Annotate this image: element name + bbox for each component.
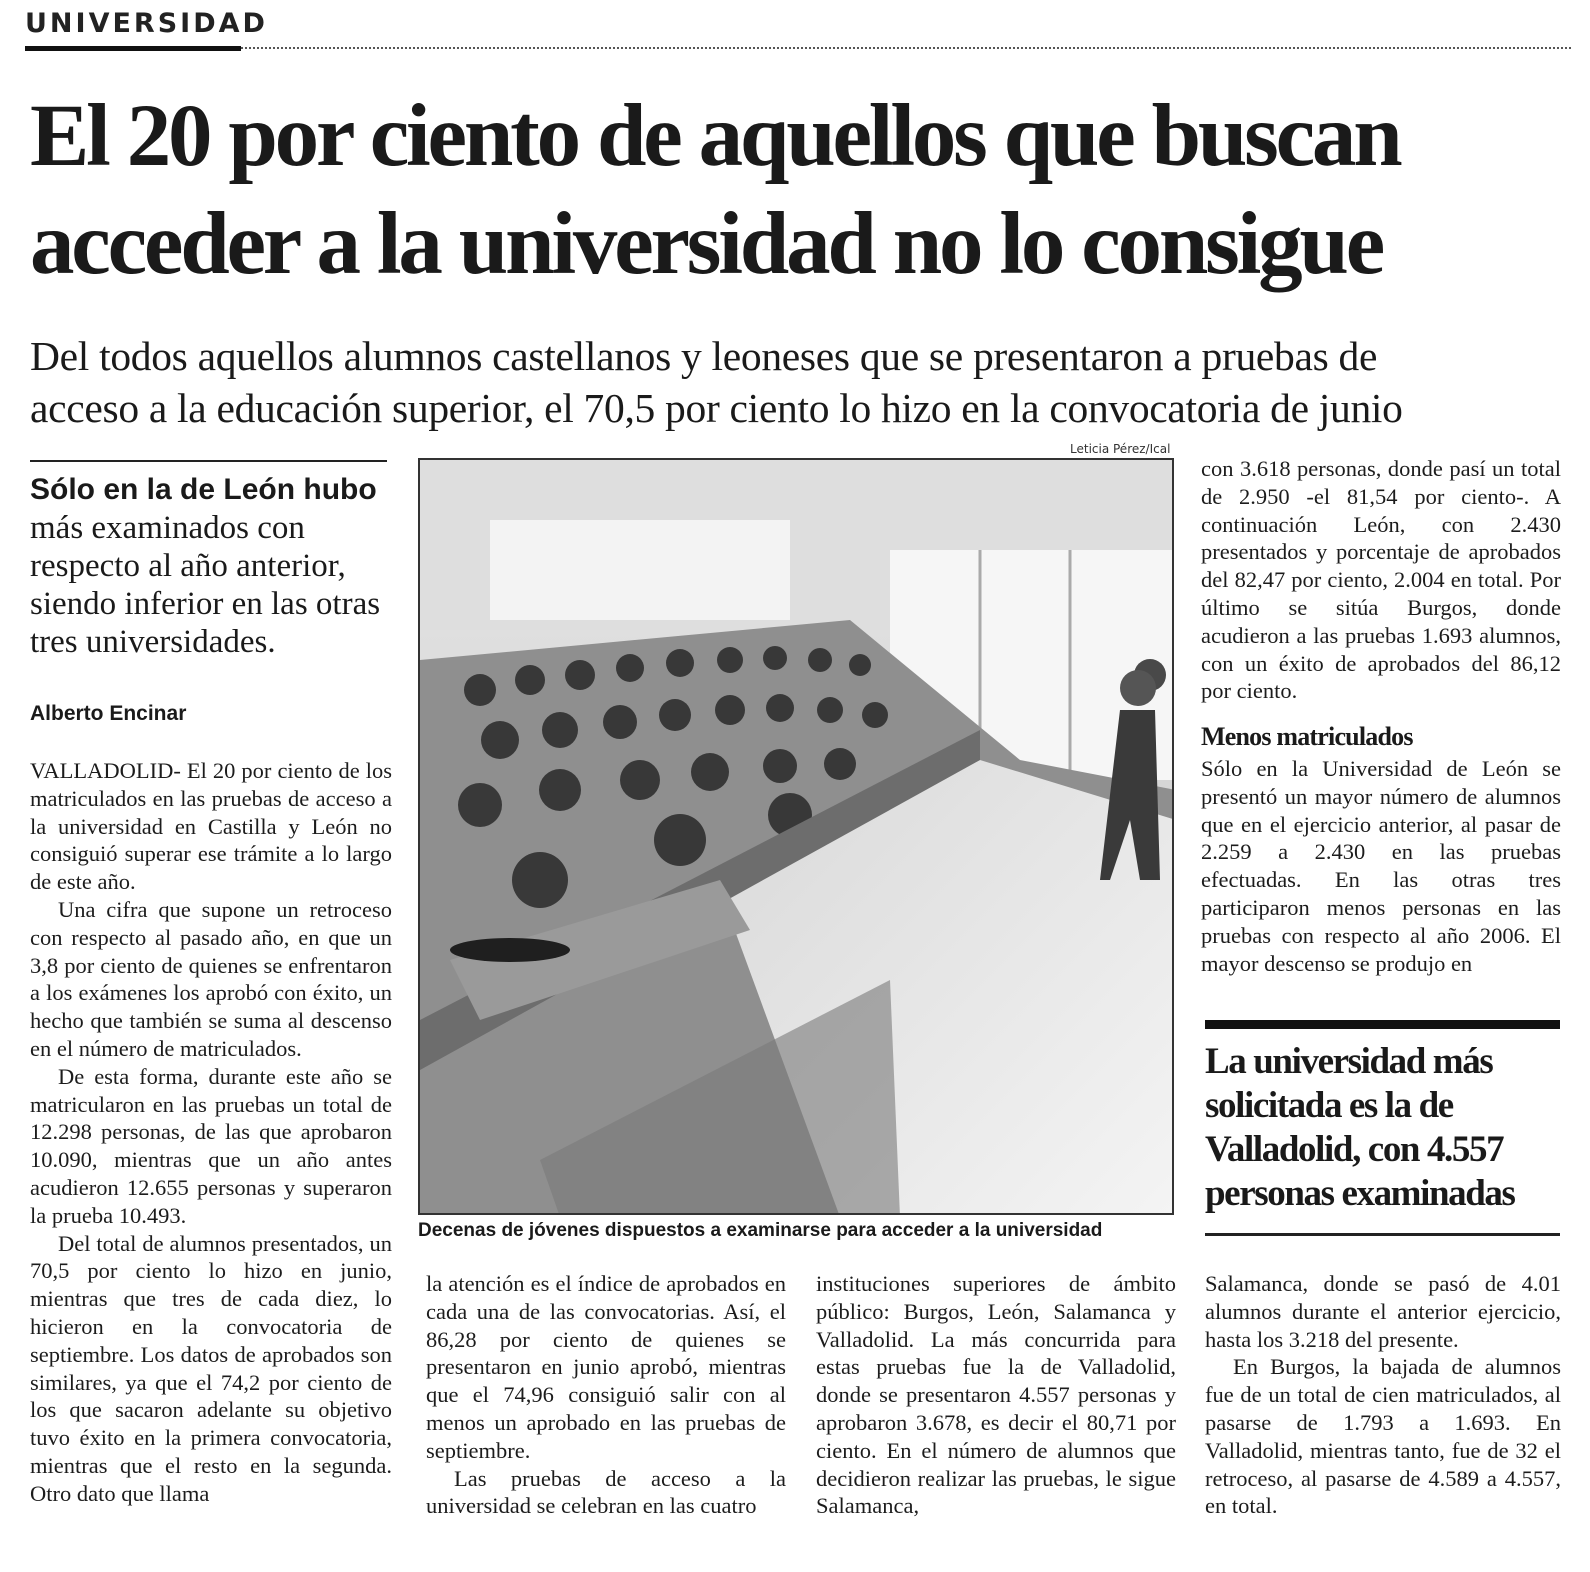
lead-text: más examinados con respecto al año anterior, siendo inferior en las otras tres universidades. — [30, 510, 381, 660]
article-column-1 — [30, 757, 392, 1508]
section-label: UNIVERSIDAD — [25, 8, 268, 39]
lead-summary — [30, 470, 392, 661]
author-byline: Alberto Encinar — [30, 702, 187, 725]
paragraph: De esta forma, durante este año se matricularon en las pruebas un total de 12.298 personas, de las que aprobaron 10.090, mientras que un año antes acudieron 12.655 personas y superaron la prueba 10.493. — [30, 1063, 392, 1228]
subhead-line-1: Del todos aquellos alumnos castellanos y leoneses que se presentaron a pruebas de — [30, 333, 1378, 379]
subheadline — [30, 330, 1575, 434]
paragraph: Del total de alumnos presentados, un 70,5 por ciento lo hizo en junio, mientras que tres de cada diez, lo hicieron en la convocatoria de septiembre. Los datos de aprobados son similares, ya que el 74,2 por ciento de los que sacaron adelante su objetivo tuvo éxito en la primera convocatoria, mientras que el resto en la segunda. Otro dato que llama — [30, 1230, 392, 1506]
paragraph: con 3.618 personas, donde pasí un total de 2.950 -el 81,54 por ciento-. A continuación León, con 2.430 presentados y porcentaje de aprobados del 82,47 por ciento, 2.004 en total. Por último se sitúa Burgos, donde acudieron a las pruebas 1.693 alumnos, con un éxito de aprobados del 86,12 por ciento. — [1201, 456, 1561, 704]
headline-line-1: El 20 por ciento de aquellos que buscan — [30, 87, 1400, 185]
article-column-4-middle — [1201, 755, 1561, 977]
section-rule — [25, 46, 241, 51]
photo-caption: Decenas de jóvenes dispuestos a examinarse para acceder a la universidad — [418, 1220, 1103, 1241]
top-divider — [241, 47, 1571, 49]
subhead-line-2: acceso a la educación superior, el 70,5 por ciento lo hizo en la convocatoria de junio — [30, 385, 1403, 431]
photo-credit: Leticia Pérez/Ical — [1070, 442, 1171, 456]
paragraph: Sólo en la Universidad de León se presentó un mayor número de alumnos que en el ejercicio anterior, al pasar de 2.259 a 2.430 en las pruebas efectuadas. En las otras tres participaron menos personas en las pruebas con respecto al año 2006. El mayor descenso se produjo en — [1201, 756, 1561, 976]
headline — [30, 82, 1575, 298]
article-column-2 — [426, 1270, 786, 1520]
lead-rule — [30, 460, 387, 462]
article-column-4-bottom — [1205, 1270, 1561, 1520]
paragraph: instituciones superiores de ámbito público: Burgos, León, Salamanca y Valladolid. La más concurrida para estas pruebas fue la de Valladolid, donde se presentaron 4.557 personas y aprobaron 3.678, es decir el 80,71 por ciento. En el número de alumnos que decidieron realizar las pruebas, le sigue Salamanca, — [816, 1271, 1176, 1519]
exam-hall-photo-illustration — [420, 460, 1174, 1215]
paragraph: Las pruebas de acceso a la universidad se celebran en las cuatro — [426, 1465, 786, 1519]
headline-line-2: acceder a la universidad no lo consigue — [30, 195, 1383, 293]
paragraph: VALLADOLID- El 20 por ciento de los matriculados en las pruebas de acceso a la universidad en Castilla y León no consiguió superar ese trámite a lo largo de este año. — [30, 758, 392, 895]
lead-bold: Sólo en la de León hubo — [30, 473, 377, 506]
highlight-quote: La universidad más solicitada es la de Valladolid, con 4.557 personas examinadas — [1205, 1041, 1515, 1214]
paragraph: Salamanca, donde se pasó de 4.01 alumnos durante el anterior ejercicio, hasta los 3.218 del presente. — [1205, 1271, 1561, 1352]
article-column-4-top — [1201, 455, 1561, 705]
paragraph: la atención es el índice de aprobados en cada una de las convocatorias. Así, el 86,28 por ciento de quienes se presentaron en junio aprobó, mientras que el 74,96 consiguió salir con al menos un aprobado en las pruebas de septiembre. — [426, 1271, 786, 1463]
section-subtitle: Menos matriculados — [1201, 722, 1413, 751]
exam-hall-photo — [418, 458, 1174, 1215]
highlight-rule-top — [1205, 1020, 1560, 1029]
paragraph: En Burgos, la bajada de alumnos fue de un total de cien matriculados, al pasarse de 1.793 a 1.693. En Valladolid, mientras tanto, fue de 32 el retroceso, al pasarse de 4.589 a 4.557, en total. — [1205, 1354, 1561, 1519]
highlight-rule-bottom — [1205, 1233, 1560, 1236]
paragraph: Una cifra que supone un retroceso con respecto al pasado año, en que un 3,8 por ciento de quienes se enfrentaron a los exámenes los aprobó con éxito, un hecho que también se suma al descenso en el número de matriculados. — [30, 896, 392, 1061]
article-column-3 — [816, 1270, 1176, 1520]
